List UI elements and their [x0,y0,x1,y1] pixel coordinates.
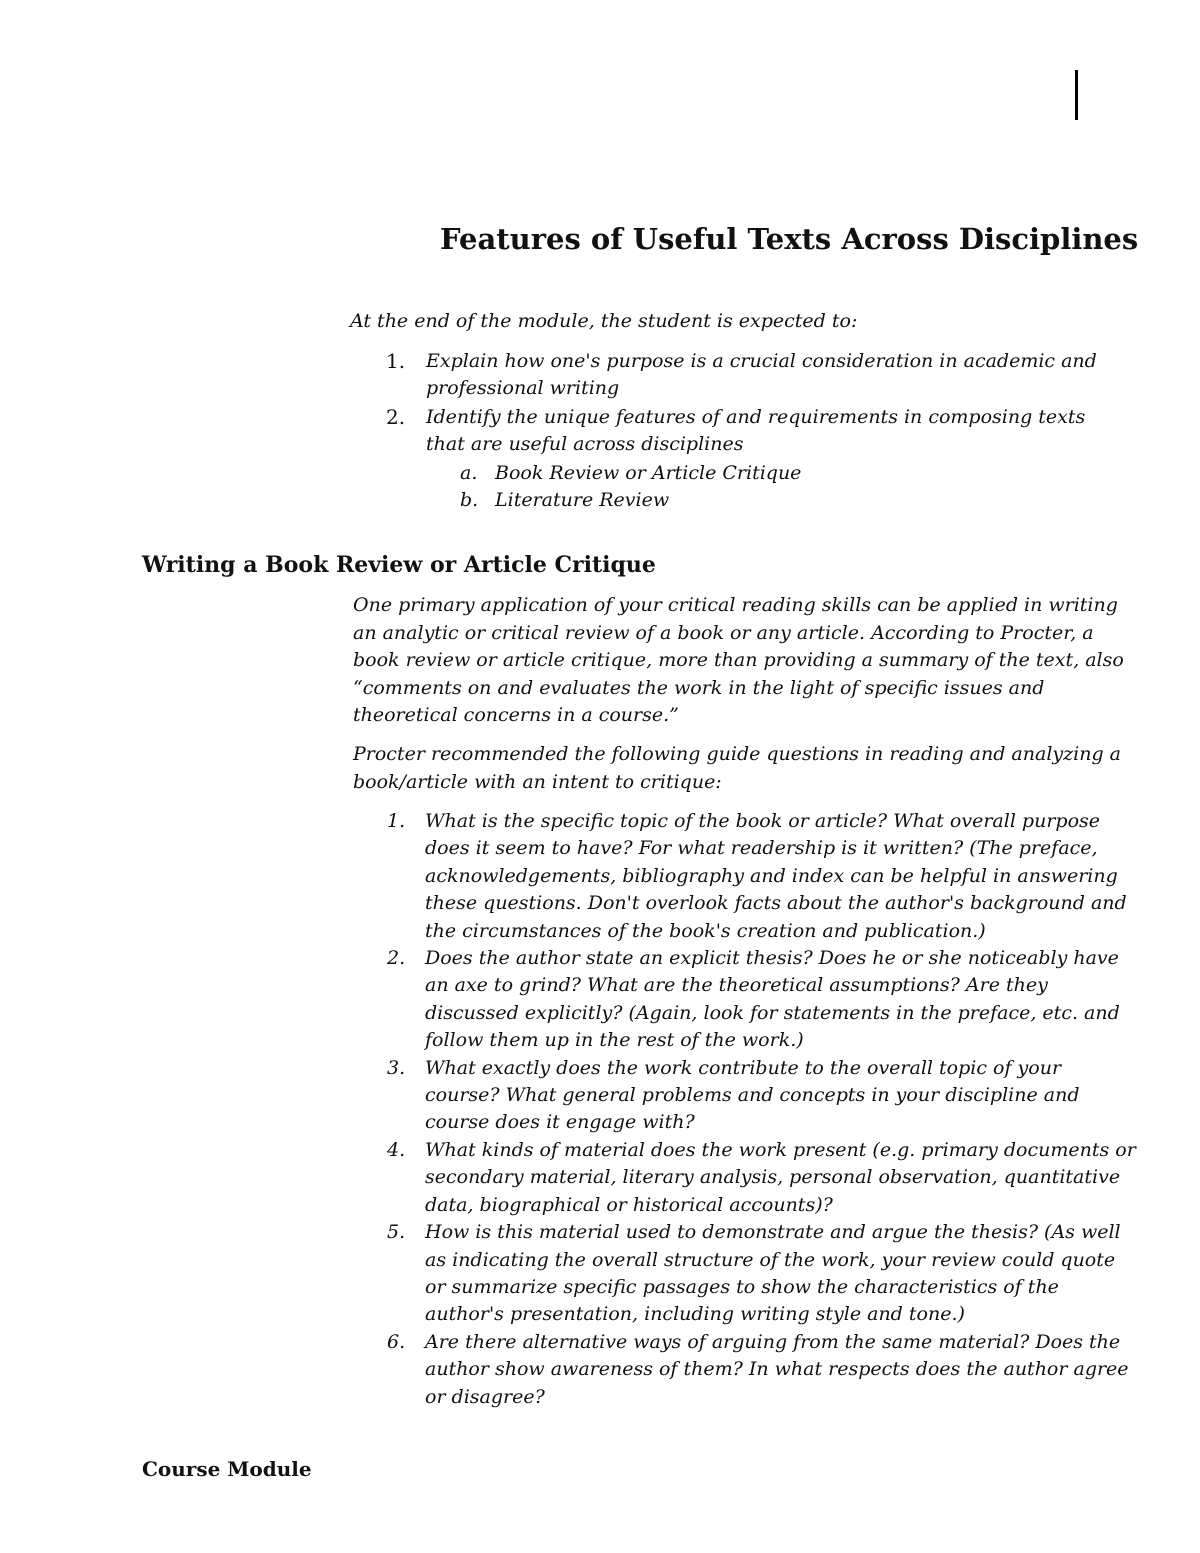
question-text: Are there alternative ways of arguing from the same material? Does the author show awareness of them? In what respects does the author agree or disagree? [425,1330,1129,1408]
objective-text: Explain how one's purpose is a crucial consideration in academic and professional writing [426,350,1097,399]
question-item [353,1219,1138,1329]
question-number: 5. [387,1221,406,1244]
subitem-text: Literature Review [495,489,670,511]
objective-number: 1. [386,349,406,373]
section-heading: Writing a Book Review or Article Critique [142,552,656,578]
question-text: How is this material used to demonstrate and argue the thesis? (As well as indicating the overall structure of the work, your review could quote or summarize specific passages to show the characteristics of the author's presentation, including writing style and tone.) [425,1221,1121,1326]
intro-paragraph: One primary application of your critical reading skills can be applied in writing an analytic or critical review of a book or any article. According to Procter, a book review or article critique, more than providing a summary of the text, also “comments on and evaluates the work in the light of specific issues and theoretical concerns in a course.” [353,594,1124,726]
question-item [353,1055,1138,1137]
question-number: 1. [387,810,406,832]
subitem-letter: a. [460,462,478,484]
question-item [353,945,1138,1055]
objectives-intro: At the end of the module, the student is expected to: [350,310,858,332]
objective-number: 2. [386,405,406,429]
objective-subitem [350,487,1130,514]
objective-item [350,404,1130,458]
question-number: 3. [387,1056,406,1079]
objective-item [350,348,1130,402]
question-item [353,1137,1138,1219]
question-number: 4. [387,1138,406,1161]
question-text: What is the specific topic of the book or article? What overall purpose does it seem to have? For what readership is it written? (The preface, acknowledgements, bibliography and index can be helpful in answering these questions. Don't overlook facts about the author's background and the circumstances of the book's creation and publication.) [425,810,1127,942]
question-number: 2. [387,947,406,970]
footer-label: Course Module [142,1457,312,1481]
question-text: What exactly does the work contribute to the overall topic of your course? What general problems and concepts in your discipline and course does it engage with? [425,1056,1080,1134]
subitem-text: Book Review or Article Critique [495,462,802,484]
question-text: What kinds of material does the work present (e.g. primary documents or secondary material, literary analysis, personal observation, quantitative data, biographical or historical accounts)? [425,1138,1136,1216]
objectives-list [350,348,1130,514]
guide-questions-list [353,808,1138,1411]
header-rule [1075,70,1078,120]
objective-subitem [350,460,1130,487]
question-text: Does the author state an explicit thesis? Does he or she noticeably have an axe to grind? What are the theoretical assumptions? Are they discussed explicitly? (Again, look for statements in the preface, etc. and follow them up in the rest of the work.) [425,947,1120,1052]
question-item [353,1329,1138,1411]
question-number: 6. [387,1330,406,1353]
subitem-letter: b. [460,489,479,511]
objective-text: Identify the unique features of and requirements in composing texts that are useful across disciplines [426,406,1086,455]
question-item [353,808,1138,945]
guide-paragraph: Procter recommended the following guide questions in reading and analyzing a book/article with an intent to critique: [353,743,1121,793]
page-title: Features of Useful Texts Across Disciplines [440,222,1139,256]
